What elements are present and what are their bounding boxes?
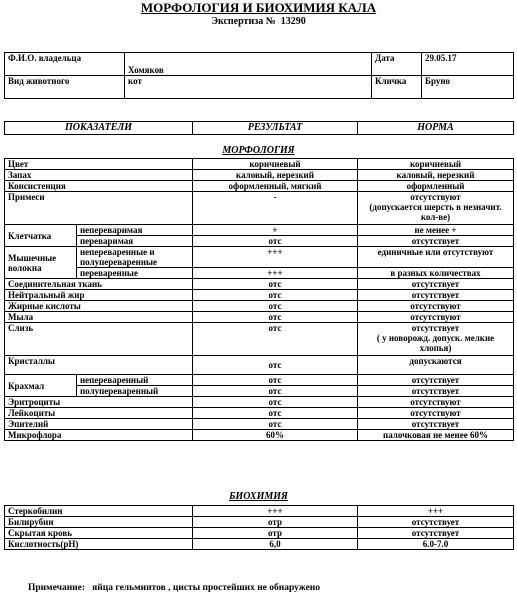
row-sublabel: непереваренные и полупереваренные <box>77 247 193 268</box>
row-label: Соединительная ткань <box>5 279 193 290</box>
columns-header <box>4 121 514 135</box>
row-result: + <box>193 225 358 236</box>
table-row <box>5 192 514 225</box>
row-result: отр <box>193 528 358 539</box>
row-norm: 6.0-7.0 <box>358 539 514 550</box>
row-result: каловый, нерезкий <box>193 170 358 181</box>
row-label: Клетчатка <box>5 225 77 247</box>
row-result: +++ <box>193 506 358 517</box>
row-label: Крахмал <box>5 375 77 397</box>
row-norm: +++ <box>358 506 514 517</box>
table-row <box>5 517 514 528</box>
morphology-title: МОРФОЛОГИЯ <box>222 145 295 156</box>
row-result: отс <box>193 290 358 301</box>
date-value: 29.05.17 <box>422 53 514 76</box>
owner-name-label: Ф.И.О. владельца <box>5 53 125 76</box>
row-result: отс <box>193 375 358 386</box>
row-norm: отсутствует <box>358 528 514 539</box>
table-row <box>5 356 514 375</box>
row-result: отс <box>193 356 358 375</box>
table-row <box>5 170 514 181</box>
table-row <box>5 159 514 170</box>
row-label: Цвет <box>5 159 193 170</box>
row-norm: отсутствует <box>358 279 514 290</box>
row-norm: в разных количествах <box>358 268 514 279</box>
row-sublabel: непереваримая <box>77 225 193 236</box>
expertise-number: 13290 <box>280 16 306 27</box>
row-norm: каловый, нерезкий <box>358 170 514 181</box>
row-label: Микрофлора <box>5 430 193 441</box>
date-label: Дата <box>372 53 422 76</box>
table-row <box>5 268 514 279</box>
table-row <box>5 247 514 268</box>
row-norm: отсутствуют <box>358 397 514 408</box>
row-result: - <box>193 192 358 225</box>
row-result: оформленный, мягкий <box>193 181 358 192</box>
row-label: Кристаллы <box>5 356 193 375</box>
row-sublabel: полупереваренный <box>77 386 193 397</box>
table-row <box>5 181 514 192</box>
row-result: 6,0 <box>193 539 358 550</box>
row-norm: не менее + <box>358 225 514 236</box>
owner-name: Хомяков <box>125 53 372 76</box>
row-label: Нейтральный жир <box>5 290 193 301</box>
row-label: Кислотность(рН) <box>5 539 193 550</box>
table-row <box>5 312 514 323</box>
row-result: +++ <box>193 247 358 268</box>
owner-table <box>4 52 514 99</box>
table-row <box>5 419 514 430</box>
row-norm: коричневый <box>358 159 514 170</box>
column-result: РЕЗУЛЬТАТ <box>193 122 358 135</box>
table-row <box>5 290 514 301</box>
row-norm: допускаются <box>358 356 514 375</box>
row-label: Жирные кислоты <box>5 301 193 312</box>
row-norm: отсутствуют <box>358 301 514 312</box>
row-label: Мышечные волокна <box>5 247 77 279</box>
row-label: Эритроциты <box>5 397 193 408</box>
row-result: +++ <box>193 268 358 279</box>
row-norm: палочковая не менее 60% <box>358 430 514 441</box>
row-norm: отсутствуют <box>358 312 514 323</box>
row-label: Стеркобилин <box>5 506 193 517</box>
column-norm: НОРМА <box>358 122 514 135</box>
table-row <box>5 528 514 539</box>
expertise-line <box>0 16 517 28</box>
table-row <box>5 397 514 408</box>
report-title: МОРФОЛОГИЯ И БИОХИМИЯ КАЛА <box>140 0 377 15</box>
row-label: Примеси <box>5 192 193 225</box>
table-row <box>5 430 514 441</box>
table-row <box>5 539 514 550</box>
row-result: отс <box>193 301 358 312</box>
row-norm: отсутствует <box>358 236 514 247</box>
row-norm: отсутствует ( у новорожд. допуск. мелкие хлопья) <box>358 323 514 356</box>
row-norm: оформленный <box>358 181 514 192</box>
row-result: отс <box>193 312 358 323</box>
row-result: 60% <box>193 430 358 441</box>
row-label: Скрытая кровь <box>5 528 193 539</box>
row-sublabel: непереваренный <box>77 375 193 386</box>
row-result: отс <box>193 408 358 419</box>
biochemistry-title: БИОХИМИЯ <box>229 491 288 502</box>
row-result: отс <box>193 279 358 290</box>
row-sublabel: переваримая <box>77 236 193 247</box>
row-norm: отсутствуют <box>358 408 514 419</box>
note-text: яйца гельминтов , цисты простейших не обнаружено <box>92 583 320 593</box>
table-row <box>5 375 514 386</box>
row-label: Консистенция <box>5 181 193 192</box>
row-result: отс <box>193 386 358 397</box>
row-norm: отсутствует <box>358 290 514 301</box>
row-label: Мыла <box>5 312 193 323</box>
row-result: отс <box>193 236 358 247</box>
table-row <box>5 323 514 356</box>
row-sublabel: переваренные <box>77 268 193 279</box>
row-result: отс <box>193 397 358 408</box>
biochemistry-table <box>4 505 514 550</box>
row-label: Эпителий <box>5 419 193 430</box>
row-label: Билирубин <box>5 517 193 528</box>
row-label: Лейкоциты <box>5 408 193 419</box>
note-line <box>28 583 320 594</box>
row-result: отс <box>193 419 358 430</box>
row-result: коричневый <box>193 159 358 170</box>
row-norm: отсутствует <box>358 386 514 397</box>
row-norm: отсутствует <box>358 375 514 386</box>
note-label: Примечание: <box>28 583 86 593</box>
table-row <box>5 386 514 397</box>
morphology-table <box>4 158 514 441</box>
row-norm: отсутствуют (допускается шерсть в незначит. кол-ве) <box>358 192 514 225</box>
row-norm: отсутствует <box>358 419 514 430</box>
table-row <box>5 408 514 419</box>
nickname-label: Кличка <box>372 76 422 99</box>
row-result: отс <box>193 323 358 356</box>
row-norm: отсутствует <box>358 517 514 528</box>
table-row <box>5 301 514 312</box>
species-value: кот <box>125 76 372 99</box>
species-label: Вид животного <box>5 76 125 99</box>
row-label: Запах <box>5 170 193 181</box>
column-indicators: ПОКАЗАТЕЛИ <box>5 122 193 135</box>
row-norm: единичные или отсутствуют <box>358 247 514 268</box>
nickname-value: Бруно <box>422 76 514 99</box>
table-row <box>5 225 514 236</box>
table-row <box>5 236 514 247</box>
row-result: отр <box>193 517 358 528</box>
table-row <box>5 279 514 290</box>
row-label: Слизь <box>5 323 193 356</box>
table-row <box>5 506 514 517</box>
expertise-label: Экспертиза № <box>211 16 276 27</box>
